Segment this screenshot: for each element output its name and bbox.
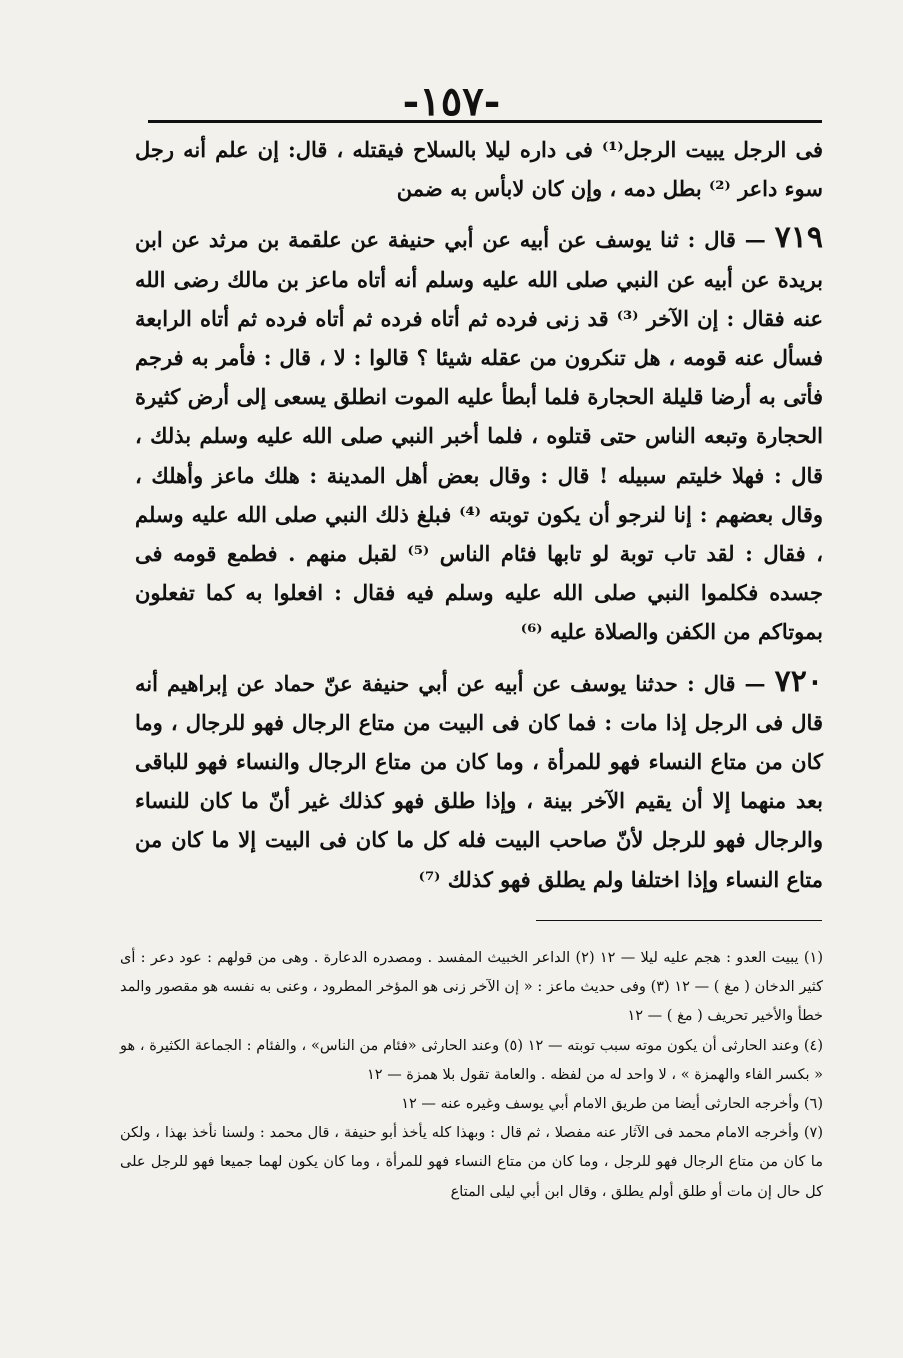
opening-paragraph: فى الرجل يبيت الرجل⁽¹⁾ فى داره ليلا بالسلاح فيقتله ، قال: إن علم أنه رجل سوء داعر ⁽²⁾ بطل دمه ، وإن كان لابأس به ضمن [135,137,823,202]
footnote: (٦) وأخرجه الحارثى أيضا من طريق الامام أبي يوسف وغيره عنه — ١٢ [401,1096,823,1113]
entry-number: ٧٢٠ [774,663,823,699]
footnote: (٤) وعند الحارثى أن يكون موته سبب توبته — ١٢ (٥) وعند الحارثى «فئام من الناس» ، والفئام : الجماعة الكثيرة ، هو « بكسر الفاء والهمزة » ، لا واحد له من لفظه . والعامة تقول بلا همزة — ١٢ [120,1037,823,1083]
entry-text: — قال : حدثنا يوسف عن أبيه عن أبي حنيفة عنّ حماد عن إبراهيم أنه قال فى الرجل إذا مات : فما كان فى البيت من متاع الرجال فهو للرجال ، وما كان من متاع النساء فهو للمرأة ، وما كان من متاع الرجال والنساء فهو للباقى بعد منهما إلا أن يقيم الآخر بينة ، وإذا طلق فهو كذلك غير أنّ ما كان للنساء والرجال فهو للرجل لأنّ صاحب البيت فله كل ما كان فى البيت إلا ما كان من متاع النساء وإذا اختلفا ولم يطلق فهو كذلك ⁽⁷⁾ [135,670,823,892]
main-text [135,130,823,899]
entry-number: ٧١٩ [774,220,823,256]
footnotes [120,944,823,1207]
entry-719 [135,218,823,651]
footnote: (١) يبيت العدو : هجم عليه ليلا — ١٢ (٢) الداعر الخبيث المفسد . ومصدره الدعارة . وهى من قولهم : عود دعر : أى كثير الدخان ( مغ ) — ١٢ (٣) وفى حديث ماعز : « إن الآخر زنى هو المؤخر المطرود ، وعنى به نفسه هو مقصور والمد خطأ والأخير تحريف ( مغ ) — ١٢ [120,950,823,1025]
entry-720 [135,662,823,899]
header-rule [148,120,822,123]
footnote-rule [536,920,822,921]
entry-text: — قال : ثنا يوسف عن أبيه عن أبي حنيفة عن علقمة بن مرثد عن ابن بريدة عن أبيه عن النبي صلى الله عليه وسلم أنه أتاه ماعز بن مالك رضى الله عنه فقال : إن الآخر ⁽³⁾ قد زنى فرده ثم أتاه فرده ثم أتاه فرده ثم أتاه الرابعة فسأل عنه قومه ، هل تنكرون من عقله شيئا ؟ قالوا : لا ، قال : فأمر به فرجم فأتى به أرضا قليلة الحجارة فلما أبطأ عليه الموت انطلق يسعى إلى أرض كثيرة الحجارة وتبعه الناس حتى قتلوه ، فلما أخبر النبي صلى الله عليه وسلم بذلك ، قال : فهلا خليتم سبيله ! قال : وقال بعض أهل المدينة : هلك ماعز وأهلك ، وقال بعضهم : إنا لنرجو أن يكون توبته ⁽⁴⁾ فبلغ ذلك النبي صلى الله عليه وسلم ، فقال : لقد تاب توبة لو تابها فئام الناس ⁽⁵⁾ لقبل منهم . فطمع قومه فى جسده فكلموا النبي صلى الله عليه وسلم فيه فقال : افعلوا به كما تفعلون بموتاكم من الكفن والصلاة عليه ⁽⁶⁾ [135,227,823,645]
footnote: (٧) وأخرجه الامام محمد فى الآثار عنه مفصلا ، ثم قال : وبهذا كله يأخذ أبو حنيفة ، قال محمد : ولسنا نأخذ بهذا ، ولكن ما كان من متاع الرجال فهو للرجل ، وما كان من متاع النساء فهو للمرأة ، وما كان يكون لهما جميعا فهو للرجل على كل حال إن مات أو طلق أولم يطلق ، وقال ابن أبي ليلى المتاع [120,1125,823,1200]
page-number: -١٥٧- [402,78,501,125]
